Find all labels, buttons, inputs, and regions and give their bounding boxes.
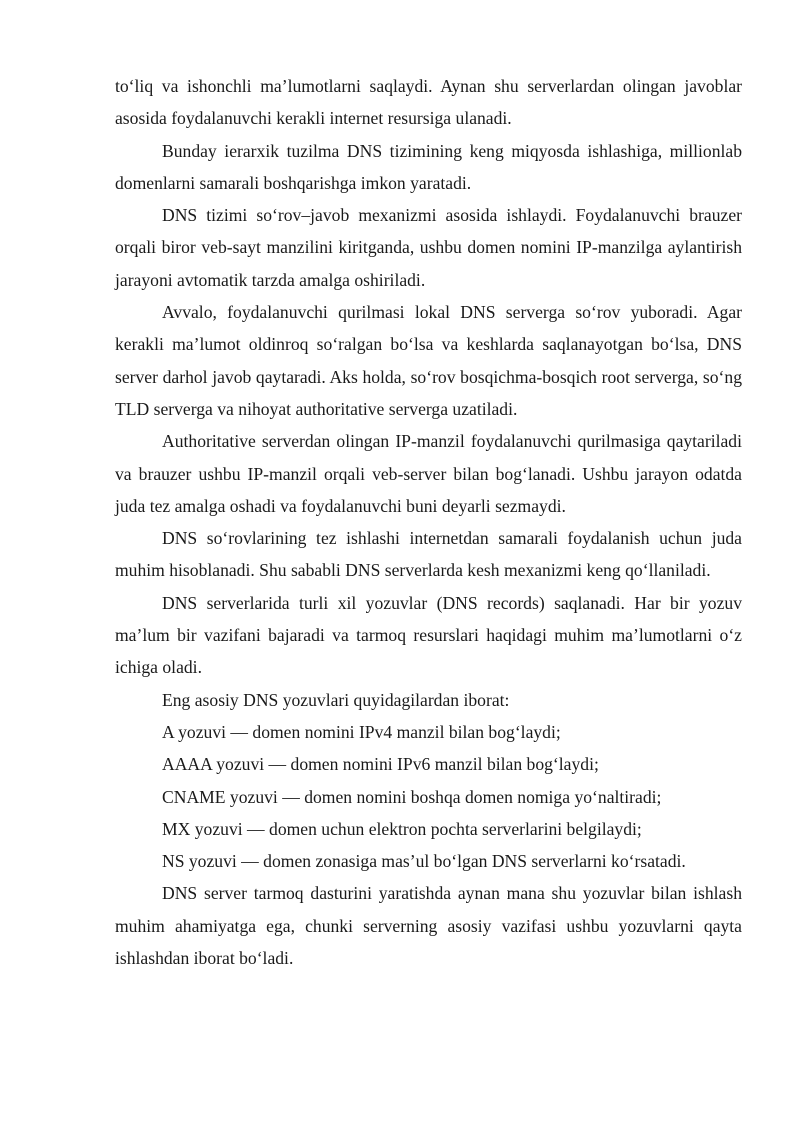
- paragraph-authoritative: Authoritative serverdan olingan IP-manzil foydalanuvchi qurilmasiga qaytariladi va brauzer ushbu IP-manzil orqali veb-server bilan bog‘lanadi. Ushbu jarayon odatda juda tez amalga oshadi va foydalanuvchi buni deyarli sezmaydi.: [115, 431, 742, 516]
- document-page: [115, 70, 742, 974]
- list-item-a-record: A yozuvi — domen nomini IPv4 manzil bilan bog‘laydi;: [162, 721, 561, 742]
- paragraph-closing: DNS server tarmoq dasturini yaratishda aynan mana shu yozuvlar bilan ishlash muhim ahamiyatga ega, chunki serverning asosiy vazifasi ushbu yozuvlarni qayta ishlashdan iborat bo‘ladi.: [115, 883, 742, 969]
- paragraph-resolution-steps: Avvalo, foydalanuvchi qurilmasi lokal DNS serverga so‘rov yuboradi. Agar kerakli ma’lumot oldinroq so‘ralgan bo‘lsa va keshlarda saqlanayotgan bo‘lsa, DNS server darhol javob qaytaradi. Aks holda, so‘rov bosqichma-bosqich root serverga, so‘ng TLD serverga va nihoyat authoritative serverga uzatiladi.: [115, 302, 742, 419]
- paragraph-hierarchy: Bunday ierarxik tuzilma DNS tizimining keng miqyosda ishlashiga, millionlab domenlarni samarali boshqarishga imkon yaratadi.: [115, 140, 742, 193]
- list-item-mx-record: MX yozuvi — domen uchun elektron pochta serverlarini belgilaydi;: [162, 818, 642, 839]
- list-item-aaaa-record: AAAA yozuvi — domen nomini IPv6 manzil bilan bog‘laydi;: [162, 754, 599, 775]
- list-item-ns-record: NS yozuvi — domen zonasiga mas’ul bo‘lgan DNS serverlarni ko‘rsatadi.: [162, 851, 686, 872]
- paragraph-continuation: to‘liq va ishonchli ma’lumotlarni saqlaydi. Aynan shu serverlardan olingan javoblar asosida foydalanuvchi kerakli internet resursiga ulanadi.: [115, 76, 742, 129]
- list-item-cname-record: CNAME yozuvi — domen nomini boshqa domen nomiga yo‘naltiradi;: [162, 786, 662, 807]
- paragraph-list-intro: Eng asosiy DNS yozuvlari quyidagilardan iborat:: [162, 689, 510, 710]
- paragraph-cache: DNS so‘rovlarining tez ishlashi internetdan samarali foydalanish uchun juda muhim hisoblanadi. Shu sababli DNS serverlarda kesh mexanizmi keng qo‘llaniladi.: [115, 528, 742, 581]
- paragraph-records: DNS serverlarida turli xil yozuvlar (DNS records) saqlanadi. Har bir yozuv ma’lum bir vazifani bajaradi va tarmoq resurslari haqidagi muhim ma’lumotlarni o‘z ichiga oladi.: [115, 592, 742, 678]
- paragraph-request-response: DNS tizimi so‘rov–javob mexanizmi asosida ishlaydi. Foydalanuvchi brauzer orqali biror veb-sayt manzilini kiritganda, ushbu domen nomini IP-manzilga aylantirish jarayoni avtomatik tarzda amalga oshiriladi.: [115, 205, 742, 290]
